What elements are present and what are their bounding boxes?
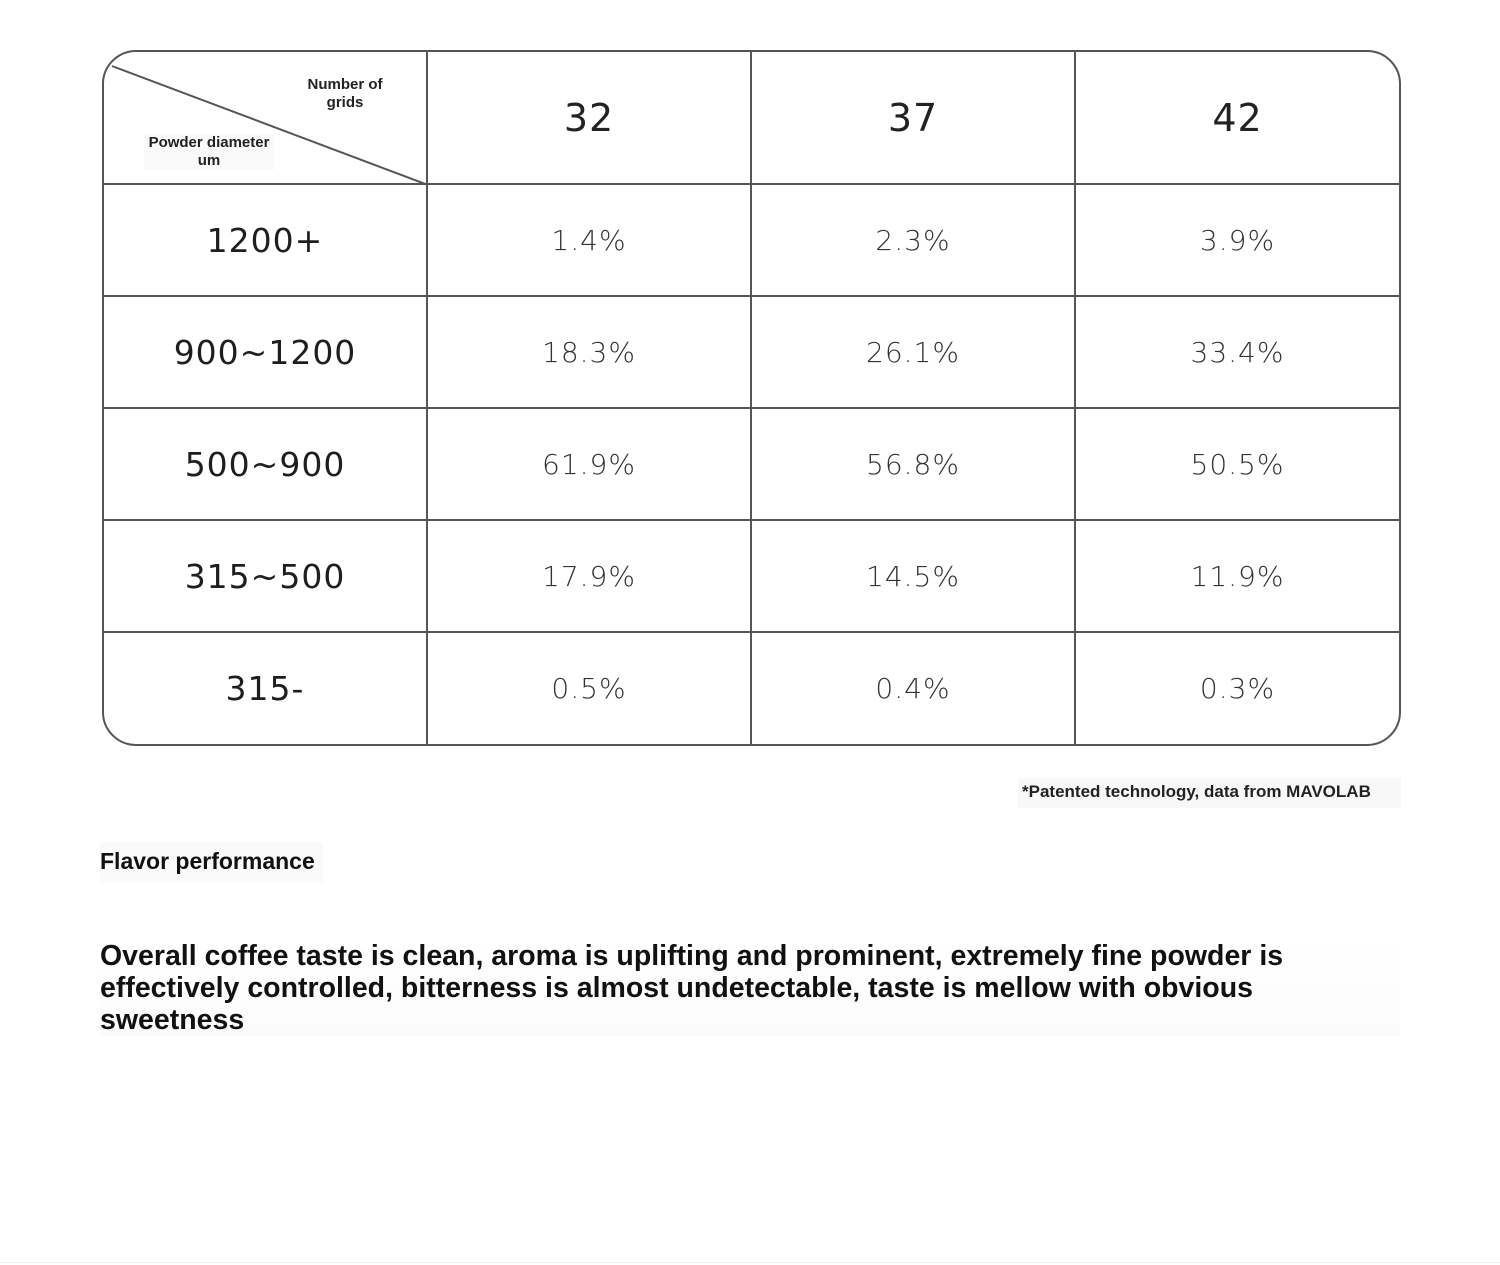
corner-header-cell (104, 52, 428, 185)
table-cell-percent: 50.5% (1076, 409, 1399, 521)
table-cell-percent: 0.4% (752, 633, 1076, 744)
particle-size-table (102, 50, 1401, 746)
table-cell-percent: 56.8% (752, 409, 1076, 521)
table-cell-percent: 0.5% (428, 633, 752, 744)
row-header-diameter: 315- (104, 633, 428, 744)
row-header-diameter: 1200+ (104, 185, 428, 297)
row-header-diameter: 900~1200 (104, 297, 428, 409)
column-header-grids: 42 (1076, 52, 1399, 185)
column-header-grids: 32 (428, 52, 752, 185)
flavor-description: Overall coffee taste is clean, aroma is uplifting and prominent, extremely fine powder is effectively controlled, bitterness is almost undetectable, taste is mellow with obvious sweetness (100, 940, 1400, 1036)
table-cell-percent: 14.5% (752, 521, 1076, 633)
bottom-divider (0, 1262, 1500, 1263)
table-cell-percent: 26.1% (752, 297, 1076, 409)
section-title: Flavor performance (100, 842, 323, 882)
table-cell-percent: 61.9% (428, 409, 752, 521)
row-header-diameter: 315~500 (104, 521, 428, 633)
data-source-footnote: *Patented technology, data from MAVOLAB (1018, 778, 1401, 808)
table-cell-percent: 17.9% (428, 521, 752, 633)
grids-axis-label: Number of grids (307, 76, 383, 111)
table-cell-percent: 18.3% (428, 297, 752, 409)
table-cell-percent: 3.9% (1076, 185, 1399, 297)
table-cell-percent: 0.3% (1199, 672, 1276, 705)
row-header-diameter: 500~900 (104, 409, 428, 521)
table-grid (104, 52, 1399, 744)
table-cell-percent: 2.3% (752, 185, 1076, 297)
powder-diameter-axis-label: Powder diameter um (144, 134, 274, 170)
table-cell-percent: 1.4% (428, 185, 752, 297)
table-cell-percent: 11.9% (1076, 521, 1399, 633)
column-header-grids: 37 (752, 52, 1076, 185)
table-cell-percent: 33.4% (1076, 297, 1399, 409)
